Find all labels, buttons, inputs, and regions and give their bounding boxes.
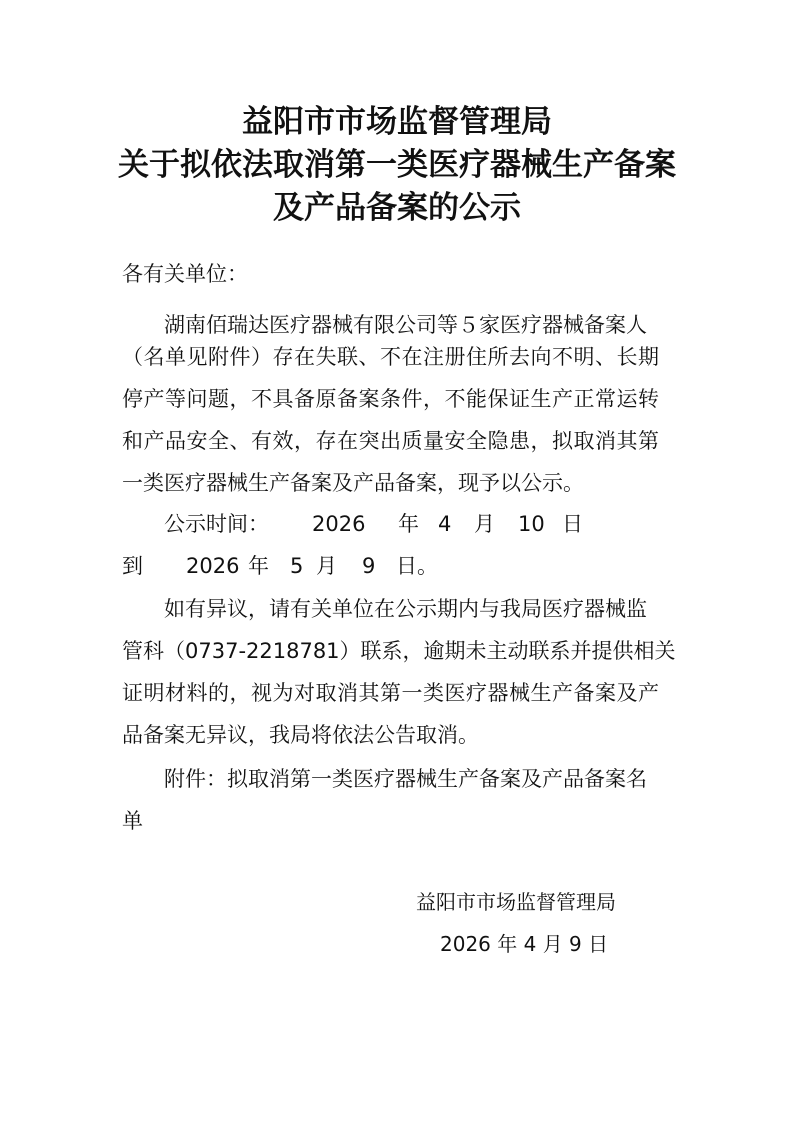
paragraph-line: 停产等问题，不具备原备案条件，不能保证生产正常运转 [122, 387, 659, 411]
from-month: 4 [438, 512, 452, 536]
to-year-unit: 年 [248, 554, 269, 578]
to-word: 到 [122, 554, 143, 578]
signature-date: 2026 年 4 月 9 日 [440, 932, 609, 956]
to-day-unit: 日。 [396, 554, 438, 578]
from-year-unit: 年 [398, 512, 419, 536]
from-day: 10 [518, 512, 545, 536]
from-year: 2026 [312, 512, 366, 536]
attachment-line: 附件：拟取消第一类医疗器械生产备案及产品备案名 [164, 767, 647, 791]
paragraph-line: 如有异议，请有关单位在公示期内与我局医疗器械监 [164, 597, 647, 621]
to-month: 5 [290, 554, 304, 578]
salutation: 各有关单位： [122, 262, 248, 286]
paragraph-line: 证明材料的，视为对取消其第一类医疗器械生产备案及产 [122, 681, 659, 705]
paragraph-line: 管科（0737-2218781）联系，逾期未主动联系并提供相关 [122, 639, 676, 663]
to-month-unit: 月 [316, 554, 337, 578]
to-year: 2026 [186, 554, 240, 578]
signature-org: 益阳市市场监督管理局 [416, 890, 616, 914]
notice-period-label: 公示时间： [164, 512, 269, 536]
to-day: 9 [362, 554, 376, 578]
from-day-unit: 日 [562, 512, 583, 536]
paragraph-line: 和产品安全、有效，存在突出质量安全隐患，拟取消其第 [122, 429, 659, 453]
title-line-3: 及产品备案的公示 [273, 190, 521, 226]
paragraph-line: 一类医疗器械生产备案及产品备案，现予以公示。 [122, 471, 584, 495]
attachment-line: 单 [122, 809, 143, 833]
paragraph-line: （名单见附件）存在失联、不在注册住所去向不明、长期 [122, 345, 659, 369]
title-line-1: 益阳市市场监督管理局 [242, 104, 552, 140]
title-line-2: 关于拟依法取消第一类医疗器械生产备案 [118, 147, 676, 183]
from-month-unit: 月 [474, 512, 495, 536]
paragraph-line: 品备案无异议，我局将依法公告取消。 [122, 723, 479, 747]
paragraph-line: 湖南佰瑞达医疗器械有限公司等５家医疗器械备案人 [164, 313, 647, 337]
